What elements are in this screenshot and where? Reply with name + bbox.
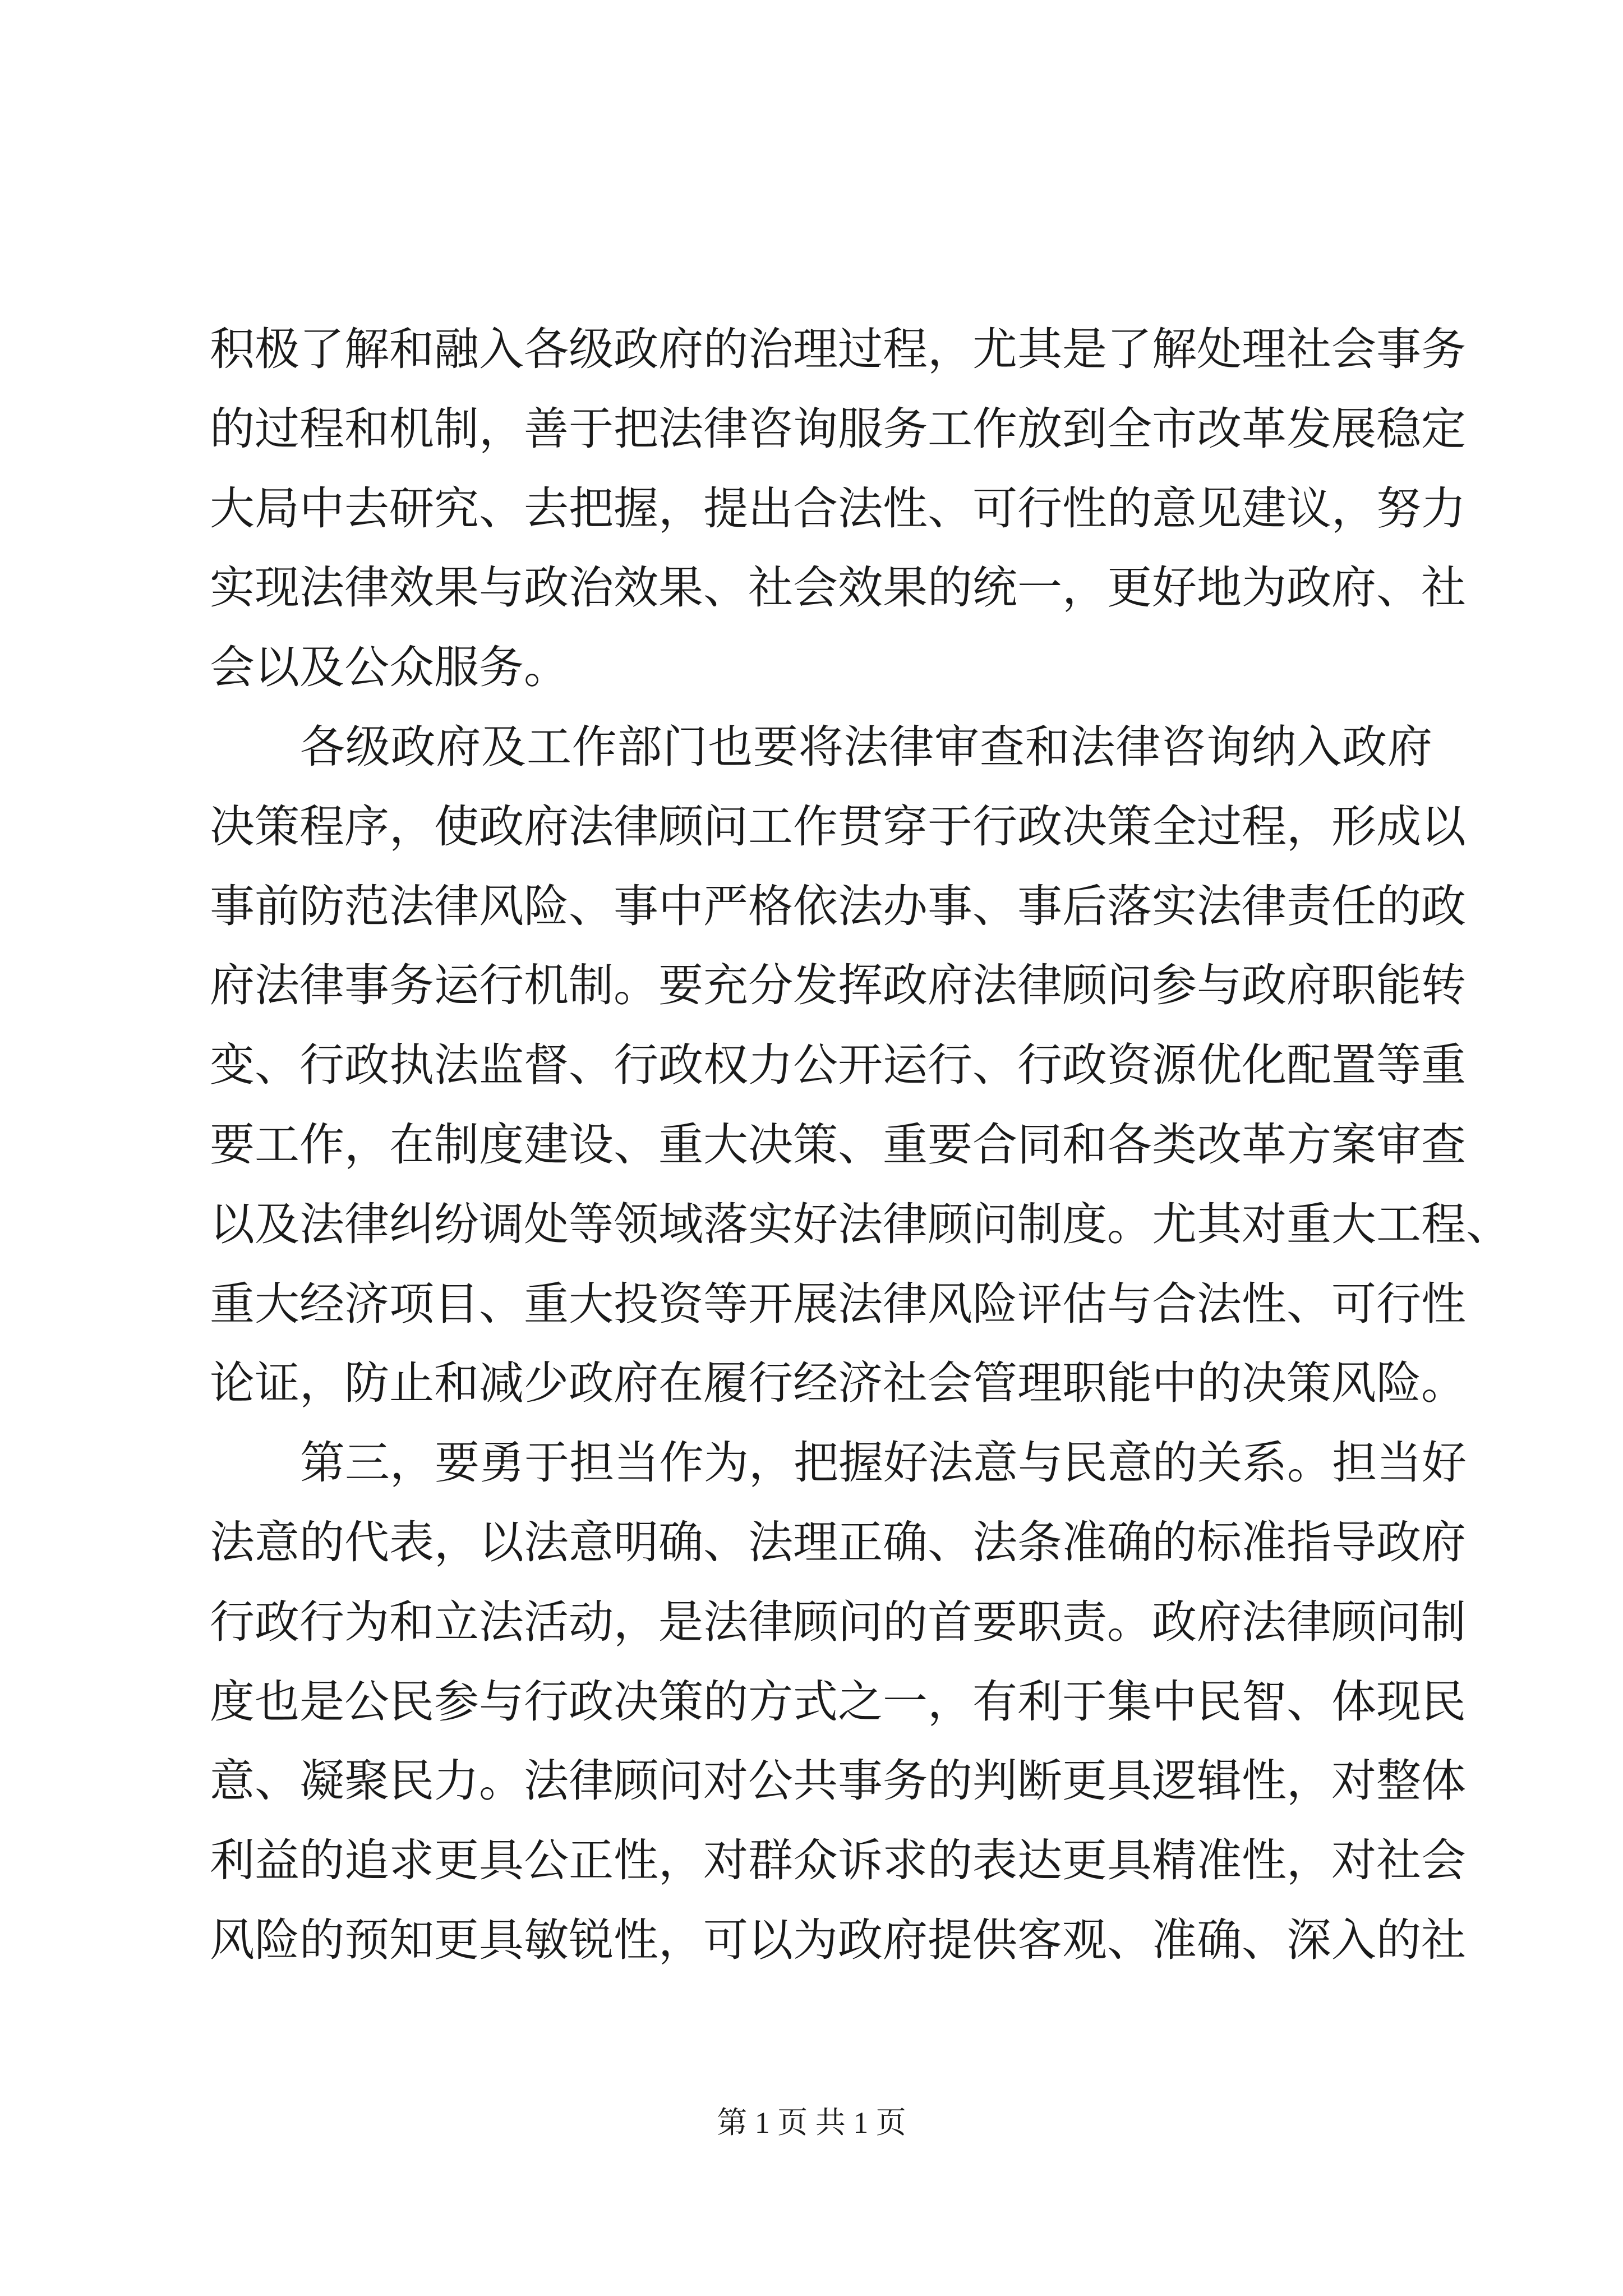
text-line: 以及法律纠纷调处等领域落实好法律顾问制度。尤其对重大工程、 (210, 1198, 1511, 1250)
text-line: 要工作，在制度建设、重大决策、重要合同和各类改革方案审查 (210, 1119, 1466, 1171)
text-line: 重大经济项目、重大投资等开展法律风险评估与合法性、可行性 (210, 1277, 1466, 1330)
text-line: 法意的代表，以法意明确、法理正确、法条准确的标准指导政府 (210, 1516, 1466, 1568)
text-line: 积极了解和融入各级政府的治理过程，尤其是了解处理社会事务 (210, 323, 1466, 375)
text-line: 度也是公民参与行政决策的方式之一，有利于集中民智、体现民 (210, 1675, 1466, 1728)
text-line: 论证，防止和减少政府在履行经济社会管理职能中的决策风险。 (210, 1357, 1466, 1410)
text-line: 决策程序，使政府法律顾问工作贯穿于行政决策全过程，形成以 (210, 800, 1466, 853)
page-footer: 第 1 页 共 1 页 (717, 2106, 906, 2139)
text-line: 行政行为和立法活动，是法律顾问的首要职责。政府法律顾问制 (210, 1595, 1466, 1648)
text-line: 各级政府及工作部门也要将法律审查和法律咨询纳入政府 (300, 721, 1432, 773)
text-line: 大局中去研究、去把握，提出合法性、可行性的意见建议，努力 (210, 482, 1466, 535)
text-line: 实现法律效果与政治效果、社会效果的统一，更好地为政府、社 (210, 562, 1466, 614)
text-line: 会以及公众服务。 (210, 641, 569, 694)
text-line: 事前防范法律风险、事中严格依法办事、事后落实法律责任的政 (210, 880, 1466, 932)
text-line: 府法律事务运行机制。要充分发挥政府法律顾问参与政府职能转 (210, 959, 1466, 1012)
text-line: 风险的预知更具敏锐性，可以为政府提供客观、准确、深入的社 (210, 1914, 1466, 1966)
text-line: 变、行政执法监督、行政权力公开运行、行政资源优化配置等重 (210, 1039, 1466, 1092)
text-line: 的过程和机制，善于把法律咨询服务工作放到全市改革发展稳定 (210, 402, 1466, 455)
text-line: 意、凝聚民力。法律顾问对公共事务的判断更具逻辑性，对整体 (210, 1755, 1466, 1807)
text-line: 第三，要勇于担当作为，把握好法意与民意的关系。担当好 (300, 1437, 1467, 1489)
text-line: 利益的追求更具公正性，对群众诉求的表达更具精准性，对社会 (210, 1834, 1466, 1887)
